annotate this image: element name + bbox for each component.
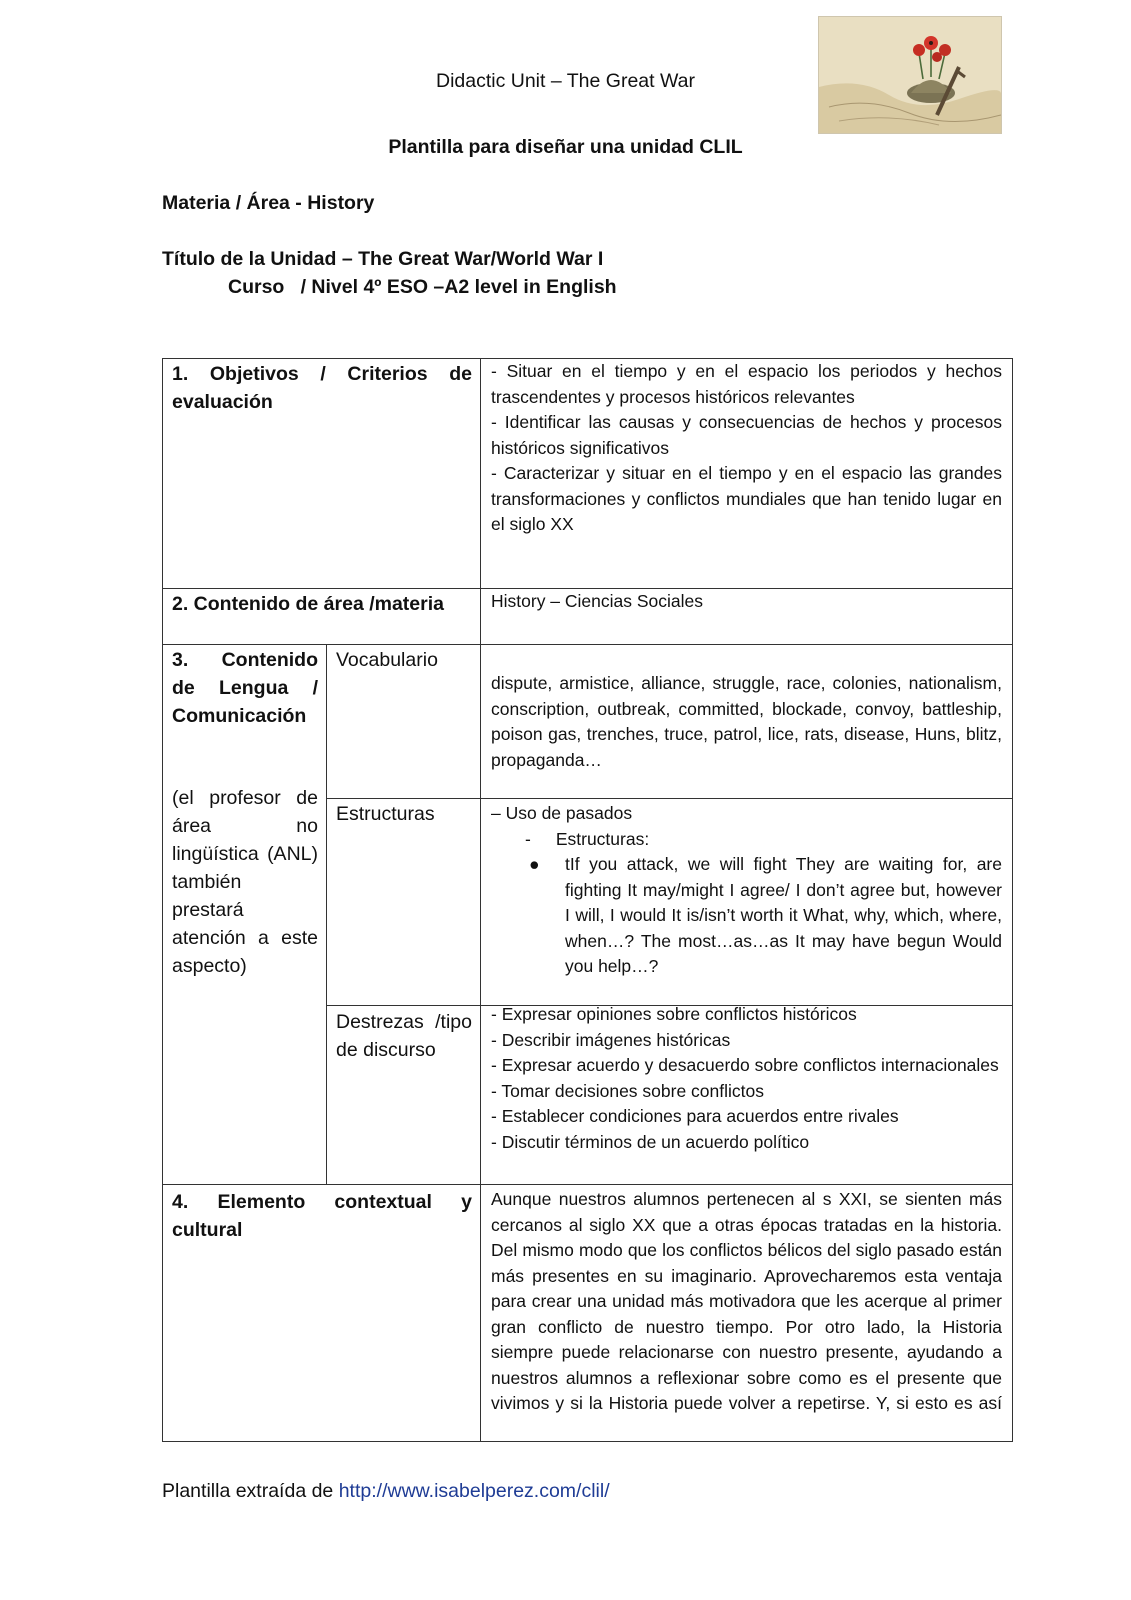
footer-link[interactable]: http://www.isabelperez.com/clil/ [338, 1480, 610, 1502]
skill-item: - Discutir términos de un acuerdo político [491, 1131, 810, 1152]
structures-bullet-text: tIf you attack, we will fight They are waiting for, are fighting It may/might I agree/ I don’t agree but, however I will, I would It is/isn’t worth it What, why, which, where, when…? The most…as…as It may have begun Would you help…? [565, 854, 1002, 976]
skills-content [491, 1002, 1002, 1155]
area-content-label: 2. Contenido de área /materia [172, 593, 445, 615]
clil-template-table [162, 358, 1013, 1442]
objective-item: - Identificar las causas y consecuencias de hechos y procesos históricos significativos [491, 412, 1002, 458]
vocabulary-label: Vocabulario [336, 649, 438, 671]
structures-sub-label: Estructuras: [555, 828, 650, 849]
objectives-label: 1. Objetivos / Criterios de evaluación [172, 363, 472, 413]
template-subtitle: Plantilla para diseñar una unidad CLIL [388, 136, 743, 158]
skill-item: - Tomar decisiones sobre conflictos [491, 1080, 764, 1101]
footer-text: Plantilla extraída de [162, 1480, 334, 1502]
skill-item: - Describir imágenes históricas [491, 1029, 731, 1050]
cultural-element-label: 4. Elemento contextual y cultural [172, 1191, 472, 1241]
objective-item: - Caracterizar y situar en el tiempo y en el espacio las grandes transformaciones y conflictos mundiales que han tenido lugar en el siglo XX [491, 463, 1002, 534]
cultural-element-content: Aunque nuestros alumnos pertenecen al s XXI, se sienten más cercanos al siglo XX que a otras épocas tratadas en la historia. Del mismo modo que los conflictos bélicos del siglo pasado están más presentes en su imaginario. Aprovecharemos esta ventaja para crear una unidad más motivadora que les acerque al primer gran conflicto de nuestro tiempo. Por otro lado, la Historia siempre puede relacionarse con nuestro presente, ayudando a nuestros alumnos a reflexionar sobre como es el presente que vivimos y si la Historia puede volver a repetirse. Y, si esto es así [491, 1189, 1002, 1413]
bullet-icon: ● [529, 854, 540, 874]
course-level: Curso / Nivel 4º ESO –A2 level in English [228, 276, 617, 298]
footer [162, 1480, 610, 1503]
structures-intro: – Uso de pasados [491, 803, 633, 823]
structures-list [491, 852, 1002, 980]
skill-item: - Establecer condiciones para acuerdos entre rivales [491, 1106, 899, 1126]
skills-label: Destrezas /tipo de discurso [336, 1011, 472, 1061]
language-content-note: (el profesor de área no lingüística (ANL) también prestará atención a este aspecto) [172, 787, 318, 977]
structures-content [491, 801, 1002, 980]
area-content-value: History – Ciencias Sociales [491, 591, 704, 611]
skill-item: - Expresar acuerdo y desacuerdo sobre conflictos internacionales [491, 1055, 999, 1075]
unit-title: Título de la Unidad – The Great War/World War I [162, 248, 604, 270]
header-illustration [818, 16, 1002, 134]
dash-marker: - [525, 828, 531, 849]
skill-item: - Expresar opiniones sobre conflictos históricos [491, 1004, 857, 1024]
document-title: Didactic Unit – The Great War [435, 70, 695, 92]
structures-sub [491, 827, 1002, 853]
structures-label: Estructuras [336, 803, 435, 825]
structures-bullet [491, 852, 1002, 980]
subject-area: Materia / Área - History [162, 192, 375, 214]
vocabulary-content: dispute, armistice, alliance, struggle, race, colonies, nationalism, conscription, outbreak, committed, blockade, convoy, battleship, poison gas, trenches, truce, patrol, lice, rats, disease, Huns, blitz, propaganda… [491, 673, 1002, 770]
objective-item: - Situar en el tiempo y en el espacio los periodos y hechos trascendentes y procesos históricos relevantes [491, 361, 1002, 407]
objectives-content [491, 359, 1002, 538]
language-content-label: 3. Contenido de Lengua / Comunicación [172, 649, 318, 727]
